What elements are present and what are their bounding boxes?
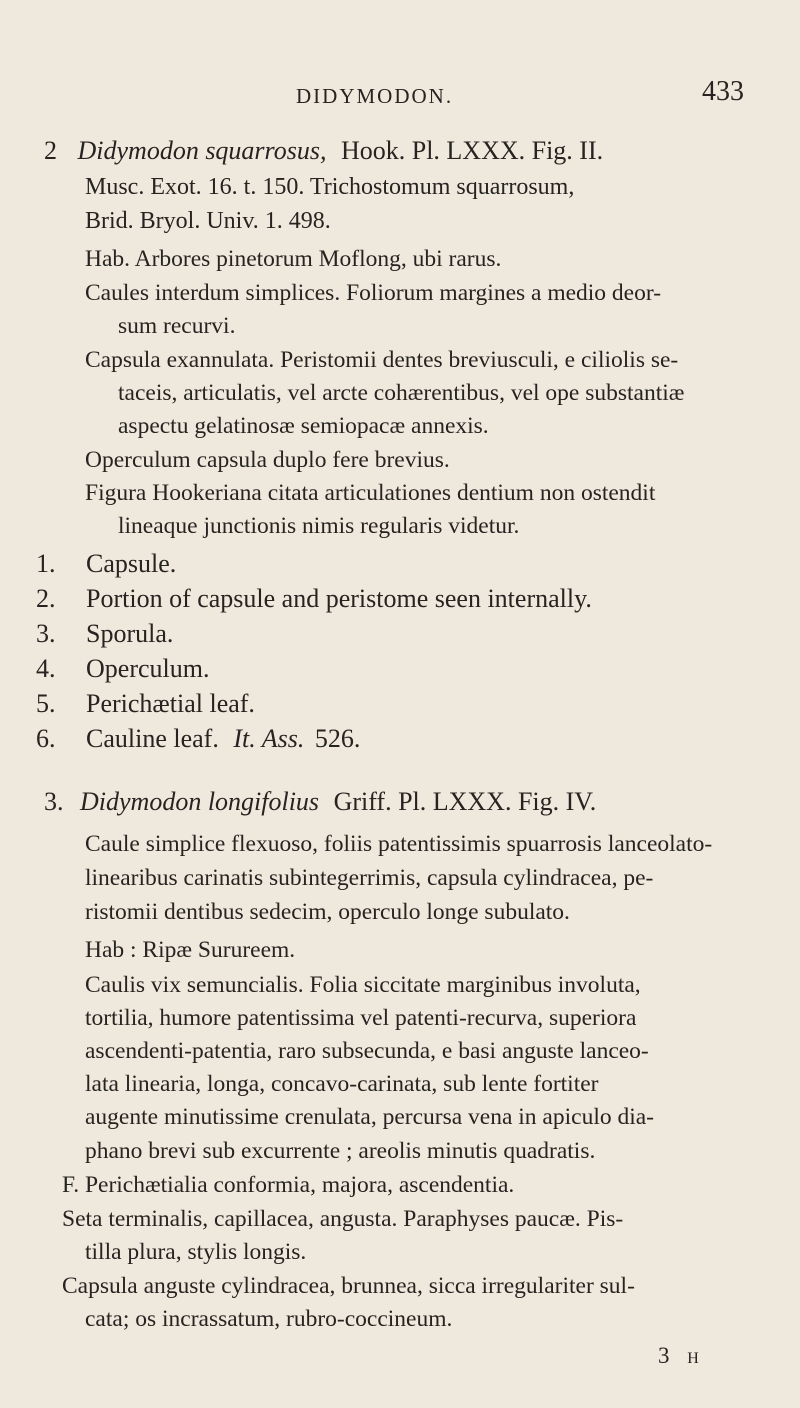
signature-letter: H (687, 1350, 699, 1367)
species-3-line: cata; os incrassatum, rubro-coccineum. (85, 1306, 453, 1332)
species-3-diagnosis: Caule simplice flexuoso, foliis patentissimis spuarrosis lanceolato- (85, 831, 713, 857)
species-3-number: 3. (44, 787, 64, 816)
figure-list-text-main: Cauline leaf. (86, 724, 219, 753)
species-2-line: sum recurvi. (118, 313, 236, 339)
species-3-diagnosis: linearibus carinatis subintegerrimis, capsula cylindracea, pe- (85, 865, 654, 891)
figure-list-number: 3. (36, 619, 56, 648)
figure-list-number: 2. (36, 584, 56, 613)
species-2-heading (44, 136, 603, 166)
species-3-line: phano brevi sub excurrente ; areolis minutis quadratis. (85, 1138, 596, 1164)
figure-list-number: 6. (36, 724, 56, 753)
figure-list-number: 4. (36, 654, 56, 683)
species-2-name: Didymodon squarrosus, (77, 136, 327, 165)
species-3-habitat: Hab : Ripæ Surureem. (85, 937, 296, 963)
species-3-line: tortilia, humore patentissima vel patenti-recurva, superiora (85, 1005, 637, 1031)
species-3-name: Didymodon longifolius (80, 787, 320, 816)
figure-list-text (86, 724, 360, 754)
figure-list-item (36, 654, 736, 686)
species-3-line: Caulis vix semuncialis. Folia siccitate marginibus involuta, (85, 972, 641, 998)
species-2-line: Caules interdum simplices. Foliorum margines a medio deor- (85, 280, 662, 306)
species-2-citation: Hook. Pl. LXXX. Fig. II. (340, 136, 604, 165)
running-head (0, 76, 800, 110)
species-3-line: augente minutissime crenulata, percursa vena in apiculo dia- (85, 1104, 655, 1130)
species-3-line: tilla plura, stylis longis. (85, 1239, 307, 1265)
figure-list-reference: It. Ass. (233, 724, 305, 753)
species-3-line: Seta terminalis, capillacea, angusta. Paraphyses paucæ. Pis- (62, 1206, 624, 1232)
species-2-line: Brid. Bryol. Univ. 1. 498. (85, 208, 331, 234)
figure-list-item (36, 619, 736, 651)
signature-number: 3 (658, 1343, 676, 1368)
species-2-habitat: Hab. Arbores pinetorum Moflong, ubi rarus. (85, 246, 502, 272)
species-3-heading (44, 787, 596, 817)
figure-list-text: Capsule. (86, 549, 177, 578)
species-2-line: lineaque junctionis nimis regularis videtur. (118, 513, 520, 539)
figure-list-text: Perichætial leaf. (86, 689, 255, 718)
figure-list-item (36, 549, 736, 581)
figure-list-item (36, 724, 736, 756)
signature-mark (658, 1343, 699, 1369)
species-2-line: aspectu gelatinosæ semiopacæ annexis. (118, 413, 489, 439)
species-2-line: Figura Hookeriana citata articulationes dentium non ostendit (85, 480, 656, 506)
figure-list-text: Sporula. (86, 619, 174, 648)
species-2-number: 2 (44, 136, 57, 165)
figure-list-item (36, 689, 736, 721)
species-3-diagnosis: ristomii dentibus sedecim, operculo longe subulato. (85, 899, 570, 925)
figure-list-text: Operculum. (86, 654, 210, 683)
figure-list-number: 1. (36, 549, 56, 578)
species-3-line: ascendenti-patentia, raro subsecunda, e basi anguste lanceo- (85, 1038, 649, 1064)
figure-list-item (36, 584, 736, 616)
species-2-line: taceis, articulatis, vel arcte cohærentibus, vel ope substantiæ (118, 380, 685, 406)
page-number: 433 (702, 76, 744, 107)
species-2-line: Capsula exannulata. Peristomii dentes breviusculi, e ciliolis se- (85, 347, 679, 373)
species-3-line: Capsula anguste cylindracea, brunnea, sicca irregulariter sul- (62, 1273, 635, 1299)
species-2-line: Operculum capsula duplo fere brevius. (85, 447, 450, 473)
figure-list-reference-number: 526. (314, 724, 361, 753)
figure-list-text: Portion of capsule and peristome seen internally. (86, 584, 592, 613)
species-3-line: F. Perichætialia conformia, majora, ascendentia. (62, 1172, 515, 1198)
running-head-title: DIDYMODON. (296, 84, 454, 108)
species-3-line: lata linearia, longa, concavo-carinata, sub lente fortiter (85, 1071, 599, 1097)
figure-list-number: 5. (36, 689, 56, 718)
species-3-citation: Griff. Pl. LXXX. Fig. IV. (333, 787, 597, 816)
species-2-line: Musc. Exot. 16. t. 150. Trichostomum squarrosum, (85, 174, 575, 200)
